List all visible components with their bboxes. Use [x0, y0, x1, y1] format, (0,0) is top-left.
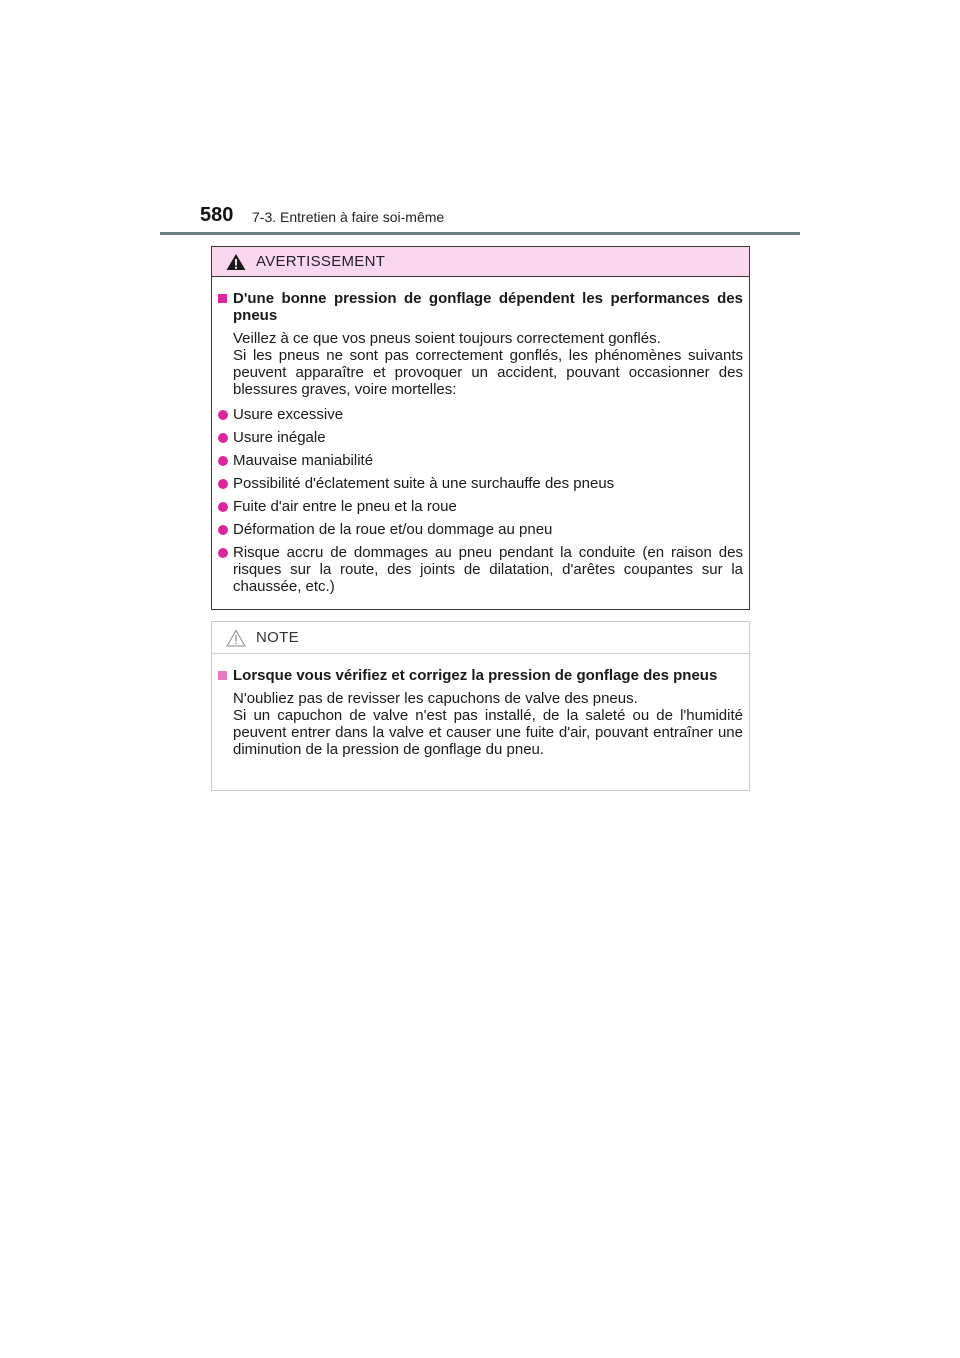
caution-triangle-icon	[226, 629, 246, 647]
list-item	[218, 429, 743, 446]
note-body	[212, 654, 749, 758]
warning-heading: D'une bonne pression de gonflage dépendent les performances des pneus	[233, 290, 743, 324]
note-title: NOTE	[256, 629, 299, 646]
bullet-text: Déformation de la roue et/ou dommage au pneu	[233, 521, 553, 538]
bullet-text: Fuite d'air entre le pneu et la roue	[233, 498, 457, 515]
bullet-text: Mauvaise maniabilité	[233, 452, 374, 469]
warning-heading-row	[218, 290, 743, 324]
list-item	[218, 544, 743, 595]
note-paragraph-line: Si un capuchon de valve n'est pas installé, de la saleté ou de l'humidité peuvent entrer dans la valve et causer une fuite d'air, pouvant entraîner une diminution de la pression de gonflage du pneu.	[233, 707, 743, 758]
bullet-text: Usure excessive	[233, 406, 344, 423]
warning-paragraph-line: Si les pneus ne sont pas correctement gonflés, les phénomènes suivants peuvent apparaître et provoquer un accident, pouvant occasionner des blessures graves, voire mortelles:	[233, 347, 743, 398]
warning-bullet-list	[218, 406, 743, 595]
warning-title: AVERTISSEMENT	[256, 253, 386, 270]
note-header	[212, 622, 749, 654]
note-heading-row	[218, 667, 743, 684]
note-box	[211, 621, 750, 791]
square-bullet-icon	[218, 294, 227, 303]
warning-body	[212, 277, 749, 595]
page-number: 580	[200, 204, 234, 226]
note-paragraph	[233, 690, 743, 758]
bullet-dot-icon	[218, 456, 228, 466]
note-paragraph-line: N'oubliez pas de revisser les capuchons de valve des pneus.	[233, 690, 638, 707]
list-item	[218, 498, 743, 515]
warning-paragraph-line: Veillez à ce que vos pneus soient toujours correctement gonflés.	[233, 330, 661, 347]
list-item	[218, 475, 743, 492]
bullet-dot-icon	[218, 525, 228, 535]
bullet-text: Possibilité d'éclatement suite à une surchauffe des pneus	[233, 475, 615, 492]
warning-box	[211, 246, 750, 610]
list-item	[218, 406, 743, 423]
warning-triangle-icon	[226, 253, 246, 271]
warning-paragraph	[233, 330, 743, 398]
list-item	[218, 521, 743, 538]
square-bullet-icon	[218, 671, 227, 680]
section-title: 7-3. Entretien à faire soi-même	[252, 209, 445, 225]
bullet-text: Usure inégale	[233, 429, 326, 446]
header-rule	[160, 232, 800, 235]
bullet-dot-icon	[218, 410, 228, 420]
note-heading: Lorsque vous vérifiez et corrigez la pression de gonflage des pneus	[233, 667, 718, 684]
bullet-dot-icon	[218, 502, 228, 512]
bullet-text: Risque accru de dommages au pneu pendant la conduite (en raison des risques sur la route, des joints de dilatation, d'arêtes coupantes sur la chaussée, etc.)	[233, 544, 743, 595]
warning-header	[212, 247, 749, 277]
bullet-dot-icon	[218, 548, 228, 558]
bullet-dot-icon	[218, 433, 228, 443]
list-item	[218, 452, 743, 469]
bullet-dot-icon	[218, 479, 228, 489]
